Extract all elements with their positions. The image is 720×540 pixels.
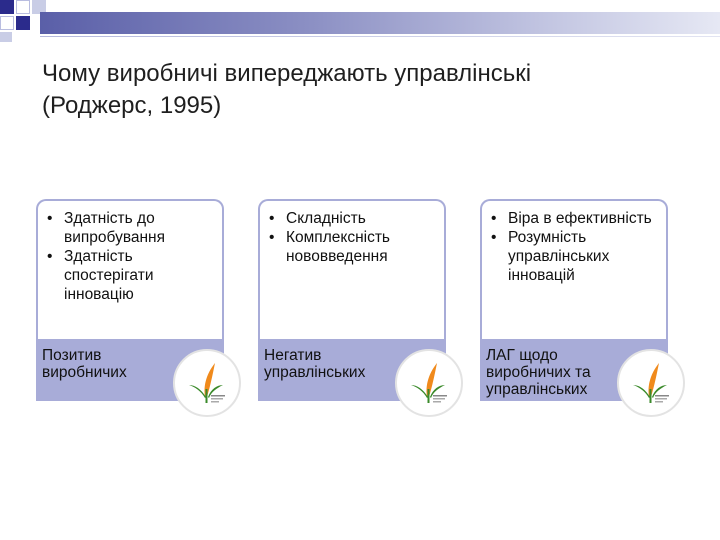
title-line-2: (Роджерс, 1995) bbox=[42, 92, 222, 119]
plant-logo-icon bbox=[395, 349, 463, 417]
card-lag bbox=[480, 199, 668, 401]
card-caption: Позитив виробничих bbox=[42, 347, 127, 381]
page-title bbox=[42, 58, 682, 122]
header-rule bbox=[40, 36, 720, 37]
bullet-item: • Здатність до випробування bbox=[44, 209, 220, 247]
header-bar bbox=[40, 12, 720, 34]
bullet-item: • Складність bbox=[266, 209, 442, 228]
plant-logo-icon bbox=[617, 349, 685, 417]
bullet-list bbox=[44, 209, 220, 304]
bullet-item: • Віра в ефективність bbox=[488, 209, 664, 228]
decor-square bbox=[0, 32, 12, 42]
decor-square bbox=[0, 0, 14, 14]
bullet-list bbox=[488, 209, 664, 285]
card-caption: ЛАГ щодо виробничих та управлінських bbox=[486, 347, 591, 398]
bullet-item: • Розумність управлінських інновацій bbox=[488, 228, 664, 285]
bullet-list bbox=[266, 209, 442, 266]
decor-square bbox=[0, 16, 14, 30]
plant-logo-icon bbox=[173, 349, 241, 417]
title-line-1: Чому виробничі випереджають управлінські bbox=[42, 60, 532, 87]
bullet-item: • Комплексність нововведення bbox=[266, 228, 442, 266]
card-negative-management bbox=[258, 199, 446, 401]
decor-square bbox=[16, 16, 30, 30]
bullet-item: • Здатність спостерігати інновацію bbox=[44, 247, 220, 304]
decor-square bbox=[16, 0, 30, 14]
card-positive-production bbox=[36, 199, 224, 401]
card-caption: Негатив управлінських bbox=[264, 347, 366, 381]
